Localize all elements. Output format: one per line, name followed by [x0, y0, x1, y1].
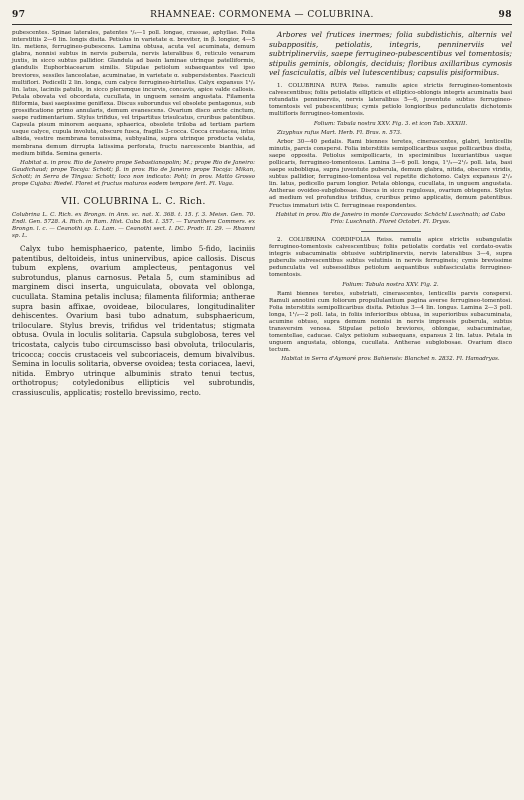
page-number-right: 98 — [498, 10, 512, 20]
species-1-synonym: Zizyphus rufus Mart. Herb. Fl. Bras. n. 573. — [277, 129, 402, 136]
species-1-habitat: Habitat in prov. Rio de Janeiro in monte Corcovado: Schöchl Luschnath; ad Cabo Frio: Luschnath. Floret Octobri. Fl. Dryas. — [275, 211, 506, 225]
species-2-diagnosis: 2. COLUBRINA CORDIFOLIA Reiss. ramulis apice strictis subangulatis ferrugineo-tomentosis calvescentibus; foliis petiolatis cordatis vel cordato-ovatis integris subacuminatis obtusive subtriplinerviis, nervis lateralibus 3—4, supra puberulis subvescentibus subtus velutinis in nervis ferrugineis; cymis brevissime pedunculatis vel subsessilibus petiolum aequantibus subfasciculatis ferrugineo-tomentosis. — [269, 236, 512, 279]
header-rule — [12, 24, 512, 25]
genus-description: Calyx tubo hemisphaerico, patente, limbo 5-fido, laciniis patentibus, deltoideis, intus uninervibus, apice callosis. Discus tubum explens, ovarium amplecteus, pentagonus vel subrotundus, planus carnosus. Petala 5, cum staminibus ad marginem disci inserta, unguiculata, obovata vel oblonga, cucullata. Stamina petalis inclusa; filamenta filiformia; antherae supra basin affixae, ovoideae, biloculares, longitudinaliter dehiscentes. Ovarium basi tubo adnatum, subsphaericum, triloculare. Stylus brevis, trifidus vel tridentatus; stigmata obtusa. Ovula in loculis solitaria. Capsula subglobosa, teres vel tricostata, calycis tubo circumscisso basi obvoluta, trilocularis, tricocca; coccis crustaceis vel subcoriaceis, demum bivalvibus. Semina in loculis solitaria, obverse ovoidea; testa coriacea, laevi, nitida. Embryo utrinque albuminis strato tenui tectus, orthotropus; cotyledonibus ellipticis vel subrotundis, crassiusculis, applicatis; rostello brevissimo, recto. — [12, 244, 255, 397]
continued-description: pubescentes. Spinae laterales, patentes ¹/₂—1 poll. longae, crassae, aphyllae. Folia interstitiis 2—6 lin. longis disita. Petiolus in varietate α. breviter, in β. longior, 4—5 lin. metiens, ferrugineo-pubescens. Lamina obtusa, acuta vel acuminata, demum glabra, nonnisi subtus in nervis puberula, nervis lateralibus 6, reticulo venarum juxtis, in sicco subtus pallidior. Glandula ad basin laminae utrinque patelliformis, glandulis Euphorbiacearum similis. Stipulae petiolum subaequantes vel ipso breviores, sessiles lanceolatae, acuminatae, in varietate α. subpersistentes. Fasciculi multiflori. Pedicelli 2 lin. longa, cum calyce ferrugineo-hirtellus. Calyx expansus 1¹/₂ lin. latus, laciniis patulis, in sicco plerumque incurvis, concavis, apice valde callosis. Petala obovata vel obcordata, cucullata, in unguem sensim angustata. Filamenta filiformia, basi saepissime geniflexa. Discus suborundus vel obsolete pentagonus, sub grossificatione primo annularis, demum evanescens. Ovarium disco arcte cinctum, saepe rudimentarium. Stylus trifidus, vel tripartitus trisulcatus, cruribus patentibus. Capsula pisum minorem aequans, sphaerica, obsolete triloba ad tertiam partem usque calyce, cupula involuta, obscure fusca, fragilis 3-cocca. Cocca crustacea, intus albida, vestire membrana tenuissima, subhyalina, supra utrinque producta velata, membrana demum dirrupta latissima perforata, fructu narcescente bianthia, ad medium bifida. Semina generis. — [12, 30, 255, 157]
running-header — [12, 10, 512, 22]
genus-heading: VII. COLUBRINA L. C. Rich. — [61, 196, 206, 208]
species-2-figure-ref: Folium: Tabula nostra XXV. Fig. 2. — [342, 282, 439, 289]
genus-diagnosis: Arbores vel frutices inermes; folia subdistichis, alternis vel subappositis, petiolatis, integris, penninerviis vel subtriplinerviis, saepe ferrugineo-pubescentibus vel tomentosis; stipulis geminis, oblongis, deciduis; floribus axillaribus cymosis vel fasciculatis, albis vel lutescentibus; capsulis pisiformibus. — [269, 30, 512, 78]
right-column — [269, 30, 512, 364]
species-1-description: Arbor 30—40 pedalis. Rami biennes teretes, cinerascentes, glabri, lenticellis minutis, parcis conspersi. Folia interstitiis semipollicaribus usque pollicaribus disita, saepe opposita. Petiolus semipollicaris, in speciminibus luxuriantibus usque pollicaris, ferrugineo-tomentosus. Lamina 3—6 poll. longa, 1¹/₂—2¹/₂ poll. lata, basi saepe subobliqua, supra juventute puberula, demum glabra, nitida, obscure viridis, subtus pallidior, ferrugineo-tomentosa vel repetite dichotomo. Calyx expansus 2¹/₂ lin. latus, pedicello parum longior. Petala oblonga, cucullata, in unguem angustata. Antherae ovoideo-subglobosae. Discus in sicco rugulosus, ovarium obtegens. Stylus ad medium vel profundius trifidus, cruribus primo applicatis, demum patentibus. Fructus immaturi istis C. ferrugineae respondentes. — [269, 138, 512, 209]
left-column — [12, 30, 255, 398]
species-2-habitat: Habitat in Serra d'Aymoré prov. Bahiensis: Blanchet n. 2832. Fl. Hamadryas. — [281, 356, 500, 363]
habitat-note: Habitat α. in prov. Rio de Janeiro prope Sebastianopolin; M.; prope Rio de Janeiro: Gaudichaud; prope Tocoja: Schott; β. in prov. Rio de Janeiro prope Tocoja: Mikan, Schott; in Serra de Tingua: Schott; loco non indicato: Pohl; in prov. Matto Grosso prope Cujaba: Riedel. Floret et fructus maturos eodem tempore fert. Fl. Vaga. — [12, 159, 255, 187]
species-1-diagnosis: 1. COLUBRINA RUFA Reiss. ramulis apice strictis ferrugineo-tomentosis calvescentibus; foliis petiolatis ellipticis et elliptico-oblongis integris acuminatis basi rotundatis penninerviis, nervis lateralibus 5—6, juventute subtus ferrugineo-tomentosis vel pubescentibus; cymis petiolo longioribus pedunculatis dichotomis multifloris ferrugineo-tomentosis. — [269, 82, 512, 118]
species-1-figure-ref: Folium: Tabula nostra XXV. Fig. 3. et icon Tab. XXXIII. — [313, 121, 468, 128]
genus-synonymy: Colubrina L. C. Rich. ex Brongn. in Ann. sc. nat. X. 368. t. 15. f. 3. Meisn. Gen. 70. Endl. Gen. 5728. A. Rich. in Ram. Hist. Cuba Bot. I. 357. — Turanthera Commers. ex Brongn. l. c. — Ceanothi sp. L. Lam. — Ceanothi sect. I. DC. Prodr. II. 29. — Rhamni sp. L. — [12, 212, 255, 240]
page-number-left: 97 — [12, 10, 26, 20]
species-2-description: Rami biennes teretes, substriati, cinerascentes, lenticellis parvis conspersi. Ramuli annotini cum foliorum propullulantium pagina averse ferrugineo-tomentosi. Folia interstitiis semipollicaribus disita. Petiolus 3—4 lin. longus. Lamina 2—3 poll. longa, 1¹/₂—2 poll. lata, in foliis inferioribus obtusa, in superioribus subacuminata, acumine obtuso, supra demum nonnisi in nervis impressis puberula, subtus transversim venosa. Stipulae petiolo breviores, oblongae, subacuminatae, tomentellae, caducae. Calyx petiolum subaequans, expansus 2 lin. latus. Petala in unguem angustata, oblonga, cucullata. Antherae subglobosae. Ovarium disco tectum. — [269, 290, 512, 354]
section-divider — [361, 231, 421, 232]
running-title: RHAMNEAE: CORMONEMA — COLUBRINA. — [150, 10, 374, 20]
